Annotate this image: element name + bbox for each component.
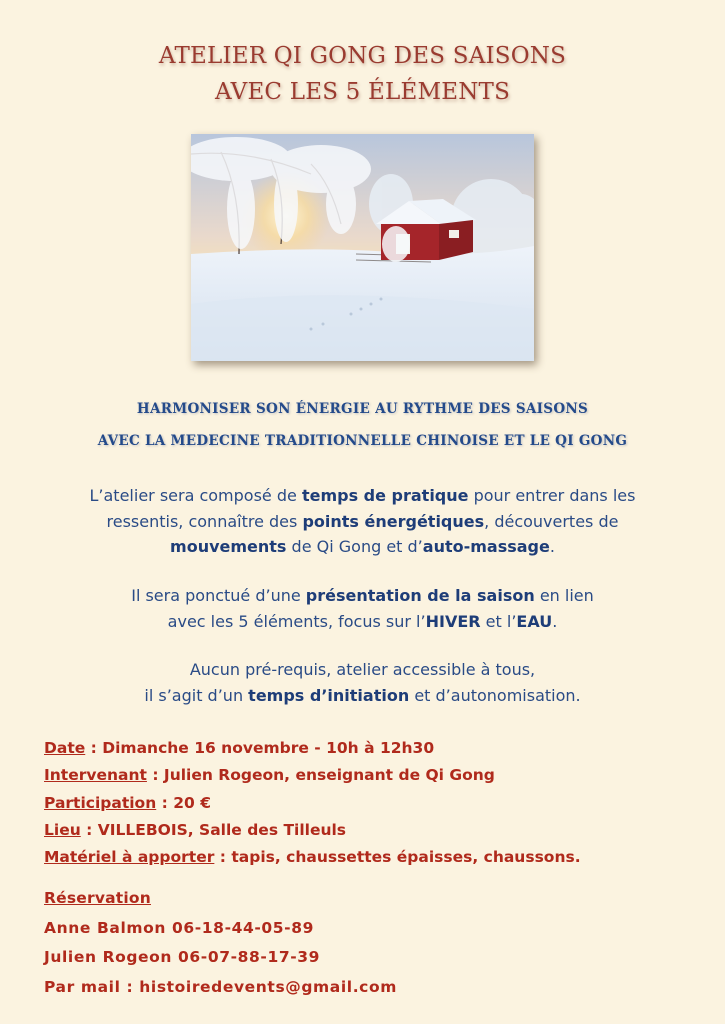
para2-text: en lien	[534, 586, 594, 605]
description-paragraph-3	[0, 657, 725, 708]
para1-emphasis: mouvements	[170, 537, 287, 556]
para3-text: il s’agit d’un	[144, 685, 249, 705]
para2-text: Il sera ponctué d’une	[131, 586, 306, 605]
intervenant-value: : Julien Rogeon, enseignant de Qi Gong	[146, 766, 495, 785]
intervenant-label: Intervenant	[44, 766, 147, 785]
title-line-1: ATELIER QI GONG DES SAISONS	[158, 43, 567, 69]
para1-text: ressentis, connaître des	[106, 511, 303, 531]
description-paragraph-2	[0, 583, 725, 634]
contact-anne: Anne Balmon 06-18-44-05-89	[44, 918, 314, 937]
para1-text: .	[549, 537, 555, 556]
contact-julien: Julien Rogeon 06-07-88-17-39	[44, 948, 321, 966]
subtitle-line-1: HARMONISER SON ÉNERGIE AU RYTHME DES SAISONS	[136, 401, 589, 417]
winter-cabin-photo	[191, 134, 534, 361]
materiel-row	[44, 844, 581, 871]
description-paragraph-1	[0, 483, 725, 560]
para1-emphasis: temps de pratique	[301, 486, 469, 505]
para2-emphasis: EAU	[516, 611, 553, 631]
date-row	[44, 735, 581, 762]
para2-line-2	[0, 609, 725, 635]
para2-text: et l’	[480, 611, 517, 631]
reservation-section	[44, 884, 397, 1002]
para2-emphasis: HIVER	[425, 611, 481, 631]
para1-line-2	[0, 509, 725, 535]
materiel-label: Matériel à apporter	[44, 848, 215, 867]
para2-line-1	[0, 583, 725, 609]
para3-line-1: Aucun pré-requis, atelier accessible à tous,	[189, 660, 536, 679]
para3-line-2	[0, 683, 725, 709]
para3-emphasis: temps d’initiation	[248, 685, 410, 705]
participation-value: : 20 €	[156, 793, 211, 812]
reservation-heading: Réservation	[44, 889, 151, 907]
lieu-label: Lieu	[44, 820, 81, 839]
page-title	[0, 38, 725, 110]
para1-emphasis: auto-massage	[422, 537, 550, 556]
para3-text: et d’autonomisation.	[409, 685, 581, 705]
date-label: Date	[44, 739, 86, 757]
para1-text: L’atelier sera composé de	[89, 486, 302, 505]
intervenant-row	[44, 762, 581, 789]
title-line-2: AVEC LES 5 ÉLÉMENTS	[214, 79, 511, 105]
participation-row	[44, 790, 581, 817]
materiel-value: : tapis, chaussettes épaisses, chaussons.	[214, 848, 581, 867]
para1-text: de Qi Gong et d’	[286, 537, 423, 556]
lieu-value: : VILLEBOIS, Salle des Tilleuls	[80, 820, 347, 839]
para1-text: pour entrer dans les	[468, 486, 636, 505]
contact-mail: Par mail : histoiredevents@gmail.com	[44, 977, 397, 996]
para1-line-3	[0, 534, 725, 560]
para2-text: .	[552, 611, 558, 631]
date-value: : Dimanche 16 novembre - 10h à 12h30	[85, 739, 435, 757]
para2-text: avec les 5 éléments, focus sur l’	[167, 611, 426, 631]
para1-line-1	[0, 483, 725, 509]
event-details	[44, 735, 581, 871]
para1-text: , découvertes de	[484, 511, 619, 531]
para2-emphasis: présentation de la saison	[305, 586, 535, 605]
participation-label: Participation	[44, 793, 157, 812]
para1-emphasis: points énergétiques	[302, 511, 485, 531]
lieu-row	[44, 817, 581, 844]
subtitle-line-2: AVEC LA MEDECINE TRADITIONNELLE CHINOISE ET LE QI GONG	[97, 433, 628, 449]
